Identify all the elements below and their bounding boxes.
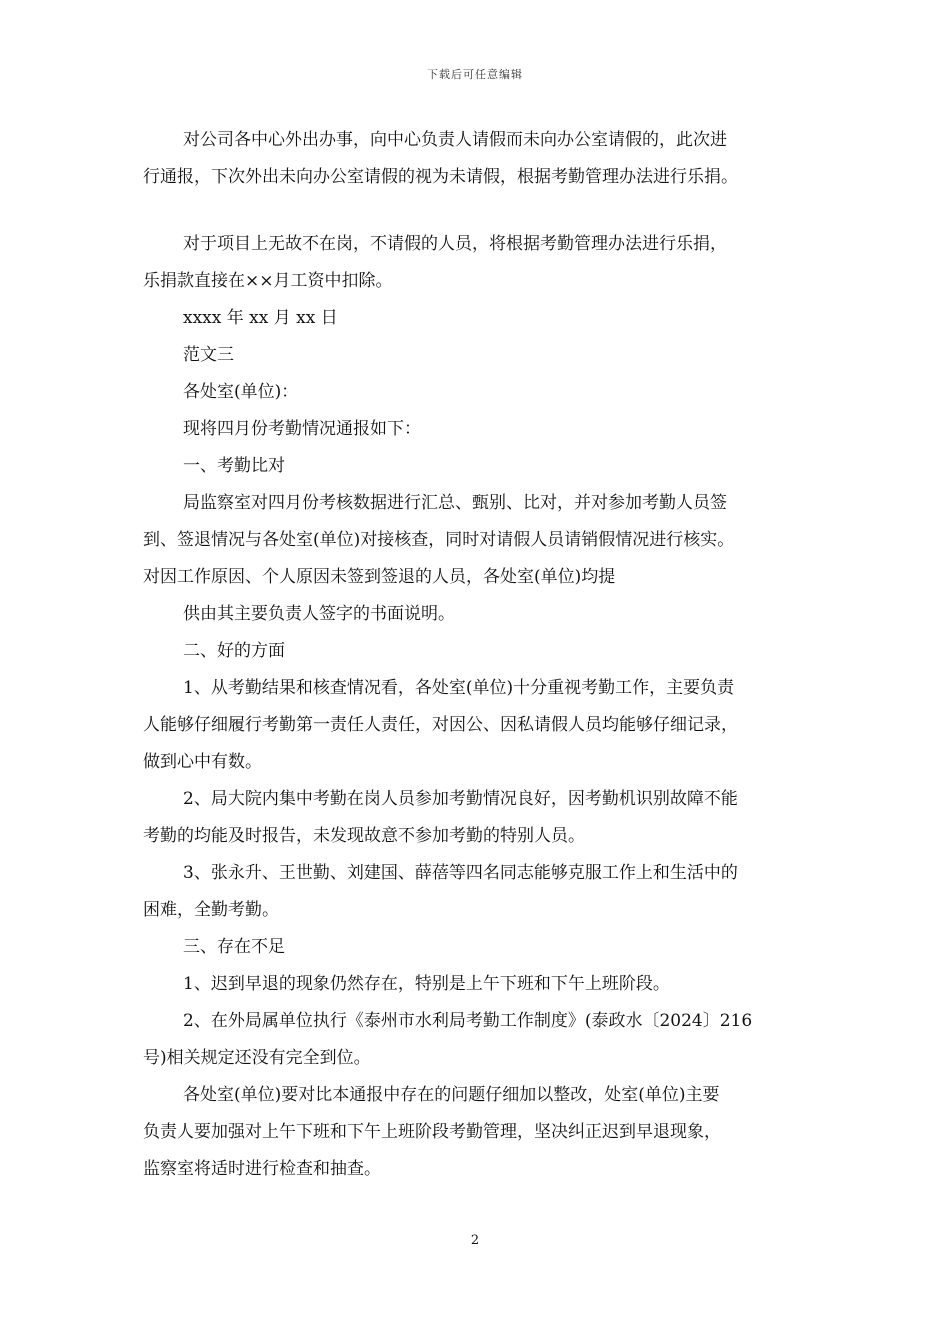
paragraph-line: 1、迟到早退的现象仍然存在，特别是上午下班和下午上班阶段。	[183, 974, 670, 994]
section-heading: 一、考勤比对	[183, 456, 285, 476]
paragraph-line: 做到心中有数。	[143, 752, 262, 772]
section-heading: 二、好的方面	[183, 641, 285, 661]
paragraph-line: 行通报，下次外出未向办公室请假的视为未请假，根据考勤管理办法进行乐捐。	[143, 167, 738, 187]
paragraph-line: 监察室将适时进行检查和抽查。	[143, 1159, 381, 1179]
page-number: 2	[470, 1233, 480, 1248]
paragraph-line: 对公司各中心外出办事，向中心负责人请假而未向办公室请假的，此次进	[183, 130, 727, 150]
section-heading: 三、存在不足	[183, 937, 285, 957]
paragraph-line: 对于项目上无故不在岗，不请假的人员，将根据考勤管理办法进行乐捐，	[183, 234, 727, 254]
paragraph-line: 各处室(单位)要对比本通报中存在的问题仔细加以整改，处室(单位)主要	[183, 1085, 720, 1105]
section-title: 范文三	[183, 345, 234, 365]
paragraph-line: 局监察室对四月份考核数据进行汇总、甄别、比对，并对参加考勤人员签	[183, 493, 727, 513]
paragraph-line: 到、签退情况与各处室(单位)对接核查，同时对请假人员请销假情况进行核实。	[143, 530, 735, 550]
paragraph-line: 1、从考勤结果和核查情况看，各处室(单位)十分重视考勤工作，主要负责	[183, 678, 735, 698]
date-line: xxxx 年 xx 月 xx 日	[183, 308, 338, 328]
paragraph-line: 人能够仔细履行考勤第一责任人责任，对因公、因私请假人员均能够仔细记录，	[143, 715, 738, 735]
paragraph-line: 供由其主要负责人签字的书面说明。	[183, 604, 455, 624]
paragraph-line: 负责人要加强对上午下班和下午上班阶段考勤管理，坚决纠正迟到早退现象，	[143, 1122, 721, 1142]
paragraph-line: 困难，全勤考勤。	[143, 900, 279, 920]
paragraph-line: 考勤的均能及时报告，未发现故意不参加考勤的特别人员。	[143, 826, 585, 846]
intro-line: 现将四月份考勤情况通报如下：	[183, 419, 421, 439]
salutation: 各处室(单位)：	[183, 382, 299, 402]
document-body	[143, 122, 811, 1188]
paragraph-line: 2、在外局属单位执行《泰州市水利局考勤工作制度》(泰政水〔2024〕216	[183, 1011, 753, 1031]
paragraph-line: 3、张永升、王世勤、刘建国、薛蓓等四名同志能够克服工作上和生活中的	[183, 863, 738, 883]
paragraph-line: 号)相关规定还没有完全到位。	[143, 1048, 371, 1068]
paragraph-line: 乐捐款直接在××月工资中扣除。	[143, 271, 393, 291]
paragraph-line: 2、局大院内集中考勤在岗人员参加考勤情况良好，因考勤机识别故障不能	[183, 789, 738, 809]
paragraph-gap	[143, 196, 811, 226]
paragraph-line: 对因工作原因、个人原因未签到签退的人员，各处室(单位)均提	[143, 567, 616, 587]
page-header: 下载后可任意编辑	[427, 68, 523, 81]
